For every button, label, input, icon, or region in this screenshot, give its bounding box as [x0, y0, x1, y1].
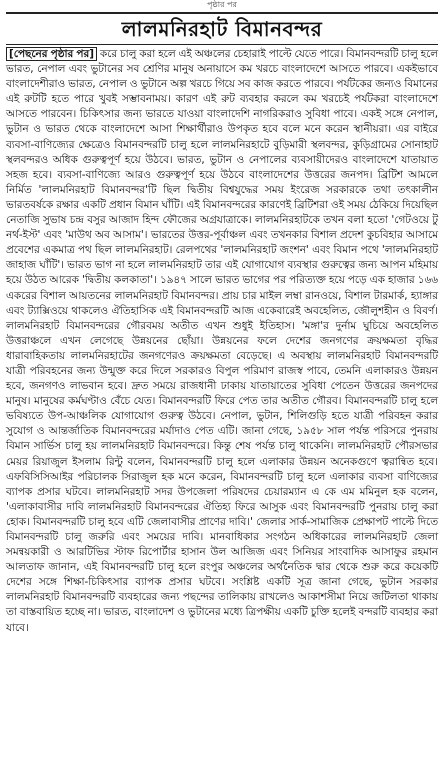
- article-text: করে চালু করা হলে এই অঞ্চলের চেহারাই পাল্টে যেতে পারে। বিমানবন্দরটি চালু হলে ভারত, নেপাল এবং ভুটানের সব শ্রেণির মানুষ অনায়াসে কম খরচে বাংলাদেশে আসতে পারবে। একইভাবে বাংলাদেশীরাও ভারত, নেপাল ও ভুটানে অল্প খরচে গিয়ে সব কাজ করতে পারবে। পর্যটকের জন্যও বিমানের এই রুটটি হতে পারে খুবই সম্ভাবনাময়। কারণ এই রুট ব্যবহার করলে কম খরচেই পর্যটকরা বাংলাদেশে আসতে পারবেন। চিকিৎসার জন্য ভারতে যাওয়া বাংলাদেশি নাগরিকরাও সুবিধা পাবে। একই সঙ্গে নেপাল, ভুটান ও ভারত থেকে বাংলাদেশে আসা শিক্ষার্থীরাও উপকৃত হবে বলে মনে করেন স্থানীয়রা। এর বাইরে ব্যবসা-বাণিজ্যের ক্ষেত্রেও বিমানবন্দরটি চালু হলে লালমনিরহাটে বুড়িমারী স্থলবন্দর, কুড়িগ্রামের সোনাহাট স্থলবন্দরও অধিক গুরুত্বপূর্ণ হয়ে উঠবে। ভারত, ভুটান ও নেপালের ব্যবসায়ীদেরও বাংলাদেশে যাতায়াত সহজ হবে। ব্যবসা-বাণিজ্যে আরও গুরুত্বপূর্ণ হয়ে উঠবে বাংলাদেশের উত্তরের জনপদ। ব্রিটিশ আমলে নির্মিত 'লালমনিরহাট বিমানবন্দর'টি ছিল দ্বিতীয় বিশ্বযুদ্ধের সময় ইংরেজ সরকারকে তথা তৎকালীন ভারতবর্ষকে রক্ষার একটি প্রধান বিমান ঘাঁটি। এই বিমানবন্দরের কারণেই ব্রিটিশরা ওই সময় ঠেকিয়ে দিয়েছিল নেতাজি সুভাষ চন্দ্র বসুর আজাদ হিন্দ ফৌজের অগ্রযাত্রাকে। লালমনিরহাটকে তখন বলা হতো 'গেটওয়ে টু নর্থ-ইস্ট' এবং 'মাউথ অব আসাম'। ভারতের উত্তর-পূর্বাঞ্চল এবং তখনকার বিশাল প্রদেশ কুচবিহার আসামে প্রবেশের একমাত্র পথ ছিল লালমনিরহাট। রেলপথের 'লালমনিরহাট জংশন' এবং বিমান পথে 'লালমনিরহাট জাহাজ ঘাঁটি'। ভারত ভাগ না হলে লালমনিরহাট তার এই যোগাযোগ ব্যবস্থার গুরুত্বের জন্য আপন মহিমায় হয়ে উঠত আরেক 'দ্বিতীয় কলকাতা'। ১৯৪৭ সালে ভারত ভাগের পর পরিত্যক্ত হয়ে পড়ে এক হাজার ১৬৬ একরের বিশাল আয়তনের লালমনিরহাট বিমানবন্দর। প্রায় চার মাইল লম্বা রানওয়ে, বিশাল টারমার্ক, হ্যাঙ্গার এবং ট্যাক্সিওয়ে থাকলেও ঐতিহাসিক এই বিমানবন্দরটি আজ একেবারেই অবহেলিত, জৌলুশহীন ও বিবর্ণ। লালমনিরহাট বিমানবন্দরের গৌরবময় অতীত এখন শুধুই ইতিহাস। 'মঙ্গা'র দুর্নাম ঘুচিয়ে অবহেলিত উত্তরাঞ্চলে এখন লেগেছে উন্নয়নের ছোঁয়া। উন্নয়নের ফলে দেশের জনগণের ক্রয়ক্ষমতা বৃদ্ধির ধারাবাহিকতায় লালমনিরহাটের জনগণেরও ক্রয়ক্ষমতা বেড়েছে। এ অবস্থায় লালমনিরহাট বিমানবন্দরটি যাত্রী পরিবহনের জন্য উন্মুক্ত করে দিলে সরকারও বিপুল পরিমাণ রাজস্ব পাবে, তেমনি এলাকারও উন্নয়ন হবে, জনগণও লাভবান হবে। দ্রুত সময়ে রাজধানী ঢাকায় যাতায়াতের সুবিধা পেতেন উত্তরের জনপদের মানুষ। মানুষের কর্মঘণ্টাও বেঁচে যেত। বিমানবন্দরটি ফিরে পেত তার অতীত গৌরব। বিমানবন্দরটি চালু হলে ভবিষ্যতে উপ-আঞ্চলিক যোগাযোগ গুরুত্ব উঠবে। নেপাল, ভুটান, শিলিগুড়ি হতে যাত্রী পরিবহন করার সুযোগ ও আন্তর্জাতিক বিমানবন্দরের মর্যাদাও পেত এটি। জানা গেছে, ১৯৫৮ সাল পর্যন্ত পরিসরে পুনরায় বিমান সার্ভিস চালু হয় লালমনিরহাট বিমানবন্দরে। কিন্তু শেষ পর্যন্ত চালু থাকেনি। লালমনিরহাট পৌরসভার মেয়র রিয়াজুল ইসলাম রিন্টু বলেন, বিমানবন্দরটি চালু হলে এলাকার উন্নয়ন অনেকগুণে ত্বরান্বিত হবে। এফবিসিসিআইর পরিচালক সিরাজুল হক মনে করেন, বিমানবন্দরটি চালু হলে এলাকার ব্যবসা বাণিজ্যের ব্যাপক প্রসার ঘটবে। লালমনিরহাট সদর উপজেলা পরিষদের চেয়ারম্যান এ কে এম মমিনুল হক বলেন, 'এলাকাবাসীর দাবি লালমনিরহাট বিমানবন্দরের ঐতিহ্য ফিরে আসুক এবং বিমানবন্দরটি পুনরায় চালু করা হোক। বিমানবন্দরটি চালু হবে এটি জেলাবাসীর প্রাণের দাবি।' জেলার সার্ক-সামাজিক প্রেক্ষাপট পাল্টে দিতে বিমানবন্দরটি চালু জরুরি এবং সময়ের দাবি। মানবাধিকার সংগঠন অধিকারের লালমনিরহাট জেলা সমন্বয়কারী ও আরটিভির স্টাফ রিপোর্টার হাসান উল আজিজ এবং সিনিয়র সাংবাদিক আসাফুর রহমান আলতাফ জানান, এই বিমানবন্দরটি চালু হলে রংপুর অঞ্চলের অর্থনৈতিক দ্বার থেকে শুরু করে কয়েকটি দেশের সঙ্গে শিক্ষা-চিকিৎসার ব্যাপক প্রসার ঘটবে। সংশ্লিষ্ট একটি সূত্র জানা গেছে, ভুটান সরকার লালমনিরহাট বিমানবন্দরটি ব্যবহারের জন্য পছন্দের তালিকায় রাখলেও আকাশসীমা নিয়ে জটিলতা থাকায় তা বাস্তবায়িত হচ্ছে না। ভারত, বাংলাদেশ ও ভুটানের মধ্যে ত্রিপক্ষীয় একটি চুক্তি হলেই বন্দরটি ব্যবহার করা যাবে।: [6, 48, 439, 634]
- previous-text-strip: পৃষ্ঠার পর: [207, 0, 237, 9]
- continued-from-label: [পেছনের পৃষ্ঠার পর]: [6, 47, 97, 61]
- article-body: [6, 47, 438, 636]
- headline: লালমনিরহাট বিমানবন্দর: [121, 17, 323, 41]
- headline-box: [6, 12, 438, 45]
